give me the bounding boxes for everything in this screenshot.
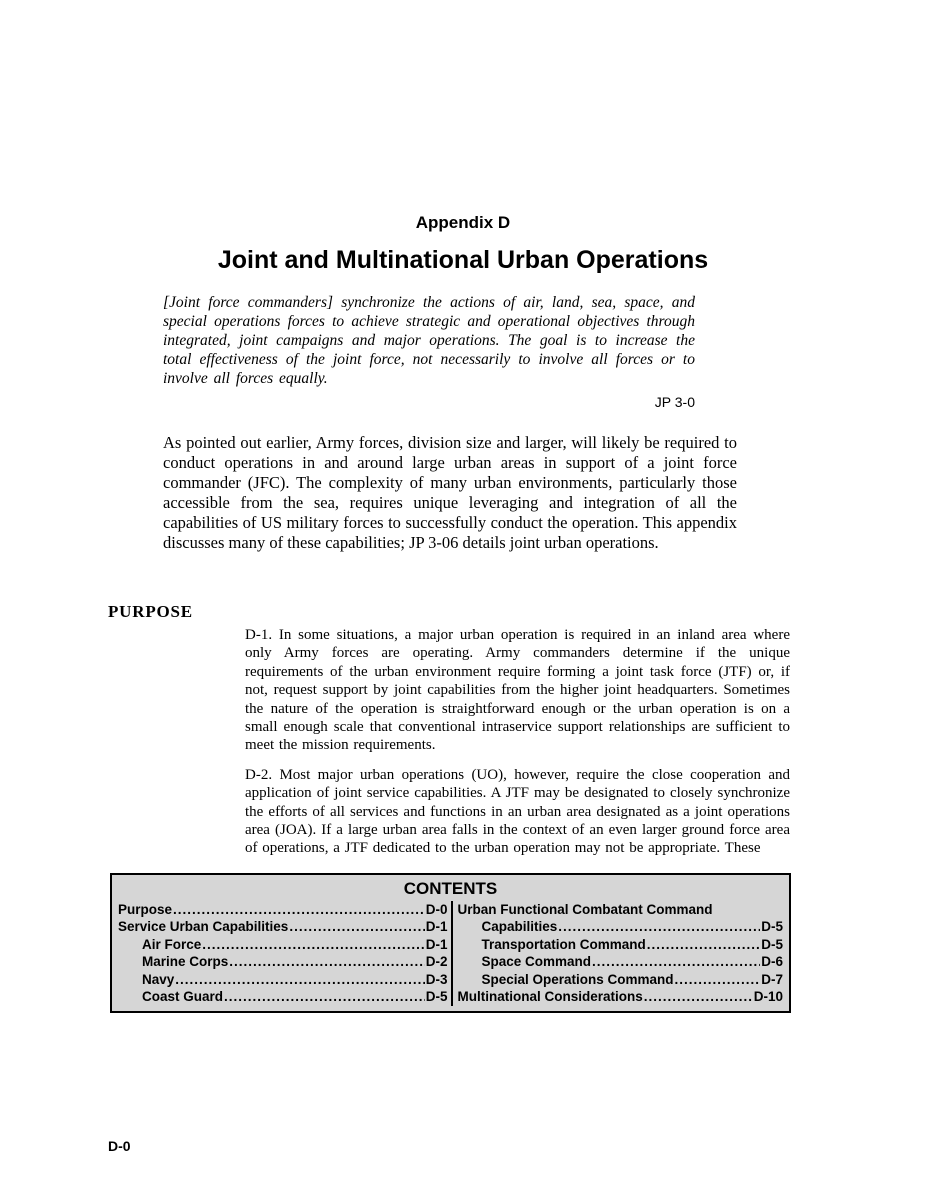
epigraph-quote: [Joint force commanders] synchronize the actions of air, land, sea, space, and special operations forces to achieve strategic and operational objectives through integrated, joint campaigns and major operations. The goal is to increase the total effectiveness of the joint force, not necessarily to involve all forces or to involve all forces equally. — [163, 294, 695, 387]
toc-entry-label: Special Operations Command — [481, 971, 674, 987]
toc-entry — [118, 918, 448, 936]
toc-entry-label: Urban Functional Combatant Command — [457, 901, 713, 917]
toc-entry-page: D-7 — [761, 971, 783, 987]
contents-columns — [118, 901, 783, 1006]
epigraph-attribution: JP 3-0 — [654, 394, 695, 410]
toc-dot-leader — [175, 971, 424, 989]
toc-dot-leader — [224, 988, 425, 1006]
toc-entry-page: D-2 — [425, 954, 448, 970]
appendix-label: Appendix D — [415, 213, 511, 232]
toc-dot-leader — [229, 953, 424, 971]
toc-entry-page: D-3 — [425, 971, 448, 987]
contents-column-right — [451, 901, 784, 1006]
toc-entry — [118, 901, 448, 919]
contents-column-left — [118, 901, 451, 1006]
toc-dot-leader — [592, 953, 760, 971]
toc-entry-label: Capabilities — [481, 919, 558, 935]
toc-entry-label: Marine Corps — [142, 954, 229, 970]
toc-entry-label: Air Force — [142, 936, 202, 952]
toc-dot-leader — [647, 936, 760, 954]
toc-entry — [458, 901, 784, 919]
toc-dot-leader — [675, 971, 761, 989]
paragraph-d2: D-2. Most major urban operations (UO), however, require the close cooperation and application of joint service capabilities. A JTF may be designated to closely synchronize the efforts of all services and functions in an urban area designated as a joint operations area (JOA). If a large urban area falls in the context of an even larger ground force area of operations, a JTF dedicated to the urban operation may not be appropriate. These — [245, 766, 790, 857]
toc-entry — [458, 953, 784, 971]
toc-entry — [458, 918, 784, 936]
toc-entry — [458, 936, 784, 954]
page-number-footer: D-0 — [108, 1138, 131, 1154]
toc-entry-page: D-6 — [761, 954, 783, 970]
toc-dot-leader — [644, 988, 753, 1006]
section-heading-purpose: PURPOSE — [108, 602, 193, 621]
toc-entry-page: D-5 — [761, 919, 783, 935]
toc-entry — [118, 988, 448, 1006]
toc-entry-label: Navy — [142, 971, 175, 987]
toc-entry — [458, 971, 784, 989]
page-title: Joint and Multinational Urban Operations — [217, 246, 709, 274]
toc-entry-page: D-1 — [425, 936, 448, 952]
toc-entry-page: D-10 — [753, 989, 783, 1005]
toc-entry-label: Space Command — [481, 954, 592, 970]
intro-paragraph: As pointed out earlier, Army forces, division size and larger, will likely be required to conduct operations in and around large urban areas in support of a joint force commander (JFC). The complexity of many urban environments, particularly those accessible from the sea, requires unique leveraging and integration of all the capabilities of US military forces to successfully conduct the operation. This appendix discusses many of these capabilities; JP 3-06 details joint urban operations. — [163, 433, 737, 552]
toc-entry-label: Multinational Considerations — [457, 989, 643, 1005]
toc-dot-leader — [202, 936, 424, 954]
toc-entry-page: D-1 — [425, 919, 448, 935]
toc-entry-page: D-0 — [425, 901, 448, 917]
toc-dot-leader — [558, 918, 760, 936]
contents-box — [110, 873, 791, 1013]
contents-title: CONTENTS — [403, 878, 498, 898]
toc-entry-label: Service Urban Capabilities — [118, 919, 289, 935]
toc-entry-label: Transportation Command — [481, 936, 646, 952]
toc-entry-page: D-5 — [761, 936, 783, 952]
toc-entry-page: D-5 — [425, 989, 448, 1005]
toc-entry-label: Purpose — [118, 901, 173, 917]
toc-entry — [118, 936, 448, 954]
toc-entry — [458, 988, 784, 1006]
toc-entry-label: Coast Guard — [142, 989, 224, 1005]
toc-entry — [118, 971, 448, 989]
toc-entry — [118, 953, 448, 971]
toc-dot-leader — [173, 901, 425, 919]
paragraph-d1: D-1. In some situations, a major urban operation is required in an inland area where only Army forces are operating. Army commanders determine if the unique requirements of the urban environment require forming a joint task force (JTF) or, if not, request support by joint capabilities from the higher joint headquarters. Sometimes the nature of the operation is straightforward enough or the urban operation is on a small enough scale that conventional intraservice support relationships are sufficient to meet the mission requirements. — [245, 627, 790, 754]
toc-dot-leader — [289, 918, 424, 936]
